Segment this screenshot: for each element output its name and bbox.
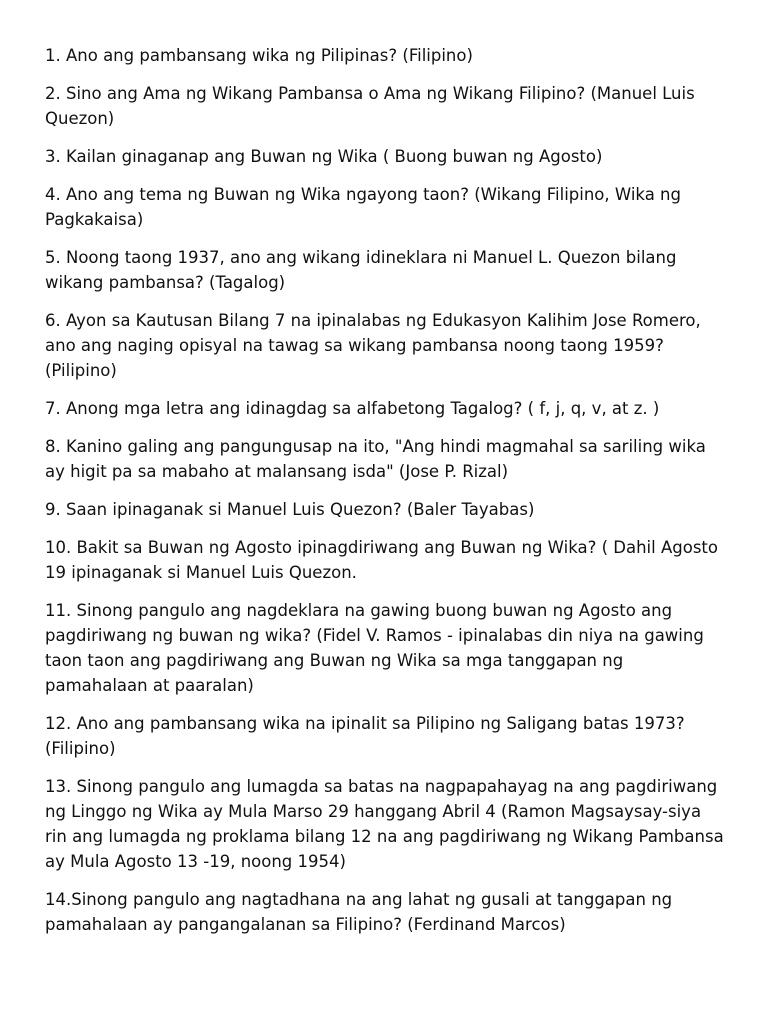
question-10: 10. Bakit sa Buwan ng Agosto ipinagdiriwang ang Buwan ng Wika? ( Dahil Agosto 19 ipinaganak si Manuel Luis Quezon. [45, 538, 718, 582]
question-8: 8. Kanino galing ang pangungusap na ito, "Ang hindi magmahal sa sariling wika ay higit pa sa mabaho at malansang isda" (Jose P. Rizal) [45, 437, 706, 481]
question-11: 11. Sinong pangulo ang nagdeklara na gawing buong buwan ng Agosto ang pagdiriwang ng buwan ng wika? (Fidel V. Ramos - ipinalabas din niya na gawing taon taon ang pagdiriwang ang Buwan ng Wika sa mga tanggapan ng pamahalaan at paaralan) [45, 601, 704, 695]
question-12: 12. Ano ang pambansang wika na ipinalit sa Pilipino ng Saligang batas 1973? (Filipino) [45, 714, 685, 758]
question-13: 13. Sinong pangulo ang lumagda sa batas na nagpapahayag na ang pagdiriwang ng Linggo ng Wika ay Mula Marso 29 hanggang Abril 4 (Ramon Magsaysay-siya rin ang lumagda ng proklama bilang 12 na ang pagdiriwang ng Wikang Pambansa ay Mula Agosto 13 -19, noong 1954) [45, 777, 724, 871]
question-3: 3. Kailan ginaganap ang Buwan ng Wika ( Buong buwan ng Agosto) [45, 147, 603, 166]
question-14: 14.Sinong pangulo ang nagtadhana na ang lahat ng gusali at tanggapan ng pamahalaan ay pangangalanan sa Filipino? (Ferdinand Marcos) [45, 890, 673, 934]
question-7: 7. Anong mga letra ang idinagdag sa alfabetong Tagalog? ( f, j, q, v, at z. ) [45, 399, 660, 418]
question-5: 5. Noong taong 1937, ano ang wikang idineklara ni Manuel L. Quezon bilang wikang pambansa? (Tagalog) [45, 248, 677, 292]
question-4: 4. Ano ang tema ng Buwan ng Wika ngayong taon? (Wikang Filipino, Wika ng Pagkakaisa) [45, 185, 681, 229]
question-1: 1. Ano ang pambansang wika ng Pilipinas? (Filipino) [45, 46, 473, 65]
question-9: 9. Saan ipinaganak si Manuel Luis Quezon? (Baler Tayabas) [45, 500, 535, 519]
question-6: 6. Ayon sa Kautusan Bilang 7 na ipinalabas ng Edukasyon Kalihim Jose Romero, ano ang naging opisyal na tawag sa wikang pambansa noong taong 1959? (Pilipino) [45, 311, 701, 380]
question-2: 2. Sino ang Ama ng Wikang Pambansa o Ama ng Wikang Filipino? (Manuel Luis Quezon) [45, 84, 695, 128]
